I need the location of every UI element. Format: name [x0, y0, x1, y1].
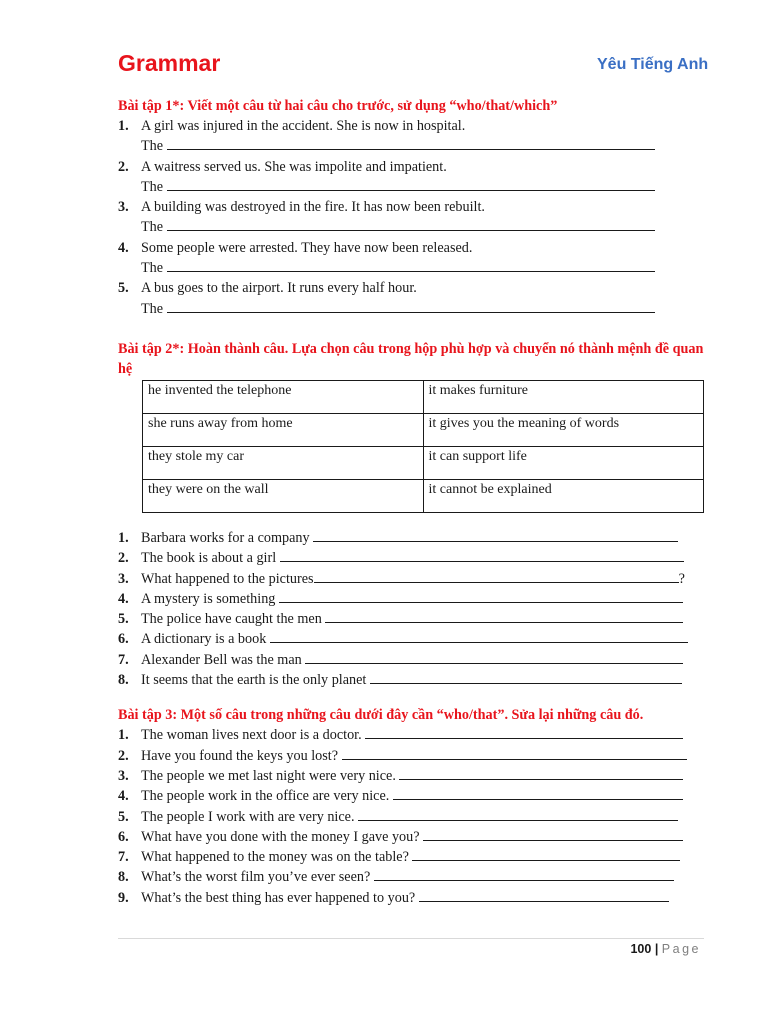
answer-blank[interactable] — [358, 807, 678, 821]
item-number: 4. — [118, 788, 129, 805]
exercise-2-item-4 — [118, 589, 708, 609]
exercise-3-title: Bài tập 3: Một số câu trong những câu dưới đây cần “who/that”. Sửa lại những câu đó. — [118, 707, 644, 724]
item-number: 1. — [118, 529, 129, 546]
exercise-1-title: Bài tập 1*: Viết một câu từ hai câu cho trước, sử dụng “who/that/which” — [118, 98, 558, 114]
item-text: What have you done with the money I gave you? — [141, 828, 420, 845]
exercise-2-item-1 — [118, 528, 708, 548]
item-number: 5. — [118, 808, 129, 825]
exercise-2-item-3 — [118, 569, 708, 589]
phrase-cell: it makes furniture — [423, 380, 704, 413]
item-number: 7. — [118, 849, 129, 866]
item-text: What happened to the pictures — [141, 570, 314, 587]
answer-blank[interactable] — [280, 548, 684, 562]
item-number: 6. — [118, 828, 129, 845]
exercise-2-item-6 — [118, 629, 708, 649]
item-text: What’s the best thing has ever happened to you? — [141, 889, 416, 906]
item-text: The people work in the office are very nice. — [141, 788, 390, 805]
item-number: 9. — [118, 889, 129, 906]
exercise-3-list — [118, 725, 708, 908]
answer-blank[interactable] — [419, 888, 669, 902]
brand-logo-text: Yêu Tiếng Anh — [597, 56, 709, 73]
phrase-cell: it can support life — [423, 446, 704, 479]
exercise-3-item-7 — [118, 847, 708, 867]
phrase-cell: they were on the wall — [143, 479, 424, 512]
item-number: 4. — [118, 239, 129, 256]
answer-blank[interactable] — [167, 299, 655, 313]
exercise-3-item-2 — [118, 746, 708, 766]
answer-blank[interactable] — [279, 589, 683, 603]
phrase-box-row — [143, 380, 704, 413]
answer-blank[interactable] — [393, 786, 683, 800]
item-number: 7. — [118, 651, 129, 668]
worksheet-content — [118, 96, 708, 908]
phrase-cell: he invented the telephone — [143, 380, 424, 413]
answer-blank[interactable] — [314, 569, 679, 583]
item-text: Have you found the keys you lost? — [141, 747, 339, 764]
item-number: 1. — [118, 727, 129, 744]
exercise-3-item-6 — [118, 827, 708, 847]
answer-prefix: The — [141, 260, 164, 277]
item-text: Barbara works for a company — [141, 529, 310, 546]
item-text: A dictionary is a book — [141, 631, 267, 648]
answer-blank[interactable] — [399, 766, 683, 780]
item-text: A building was destroyed in the fire. It has now been rebuilt. — [141, 199, 485, 216]
answer-blank[interactable] — [313, 528, 678, 542]
phrase-cell: it gives you the meaning of words — [423, 413, 704, 446]
item-number: 3. — [118, 570, 129, 587]
answer-blank[interactable] — [342, 746, 687, 760]
exercise-1-item-5 — [118, 278, 708, 319]
item-number: 1. — [118, 118, 129, 134]
item-number: 8. — [118, 672, 129, 689]
answer-prefix: The — [141, 138, 164, 155]
answer-blank[interactable] — [423, 827, 683, 841]
phrase-cell: it cannot be explained — [423, 479, 704, 512]
item-text: The people we met last night were very nice. — [141, 767, 396, 784]
exercise-1-item-2 — [118, 157, 708, 198]
exercise-2-list — [118, 528, 708, 690]
item-text: What’s the worst film you’ve ever seen? — [141, 869, 371, 886]
exercise-3-item-9 — [118, 888, 708, 908]
answer-blank[interactable] — [167, 217, 655, 231]
item-number: 3. — [118, 767, 129, 784]
exercise-2-item-5 — [118, 609, 708, 629]
answer-blank[interactable] — [167, 258, 655, 272]
phrase-box — [142, 380, 704, 513]
answer-prefix: The — [141, 178, 164, 195]
item-number: 2. — [118, 747, 129, 764]
answer-blank[interactable] — [325, 609, 683, 623]
phrase-cell: she runs away from home — [143, 413, 424, 446]
answer-prefix: The — [141, 219, 164, 236]
page-number: 100 — [630, 942, 652, 956]
phrase-cell: they stole my car — [143, 446, 424, 479]
exercise-1-item-3 — [118, 197, 708, 238]
footer-divider — [118, 938, 704, 939]
item-number: 6. — [118, 631, 129, 648]
item-text: The police have caught the men — [141, 611, 322, 628]
phrase-box-row — [143, 446, 704, 479]
answer-blank[interactable] — [167, 177, 655, 191]
exercise-2-item-8 — [118, 670, 708, 690]
answer-blank[interactable] — [370, 670, 682, 684]
item-text: It seems that the earth is the only planet — [141, 672, 367, 689]
exercise-3-item-3 — [118, 766, 708, 786]
exercise-3-item-5 — [118, 807, 708, 827]
answer-blank[interactable] — [374, 867, 674, 881]
question-mark: ? — [678, 570, 685, 587]
page-label: Page — [661, 942, 701, 956]
item-text: A girl was injured in the accident. She is now in hospital. — [141, 118, 466, 134]
exercise-3-item-8 — [118, 867, 708, 887]
item-number: 4. — [118, 590, 129, 607]
item-text: A mystery is something — [141, 590, 276, 607]
exercise-1-list — [118, 116, 708, 319]
exercise-3-item-1 — [118, 725, 708, 745]
item-text: Alexander Bell was the man — [141, 651, 302, 668]
page-footer — [630, 942, 701, 956]
exercise-2-item-2 — [118, 548, 708, 568]
phrase-box-row — [143, 479, 704, 512]
item-text: A waitress served us. She was impolite and impatient. — [141, 158, 447, 175]
phrase-box-row — [143, 413, 704, 446]
exercise-2-item-7 — [118, 650, 708, 670]
answer-blank[interactable] — [270, 629, 688, 643]
item-number: 2. — [118, 550, 129, 567]
item-text: What happened to the money was on the table? — [141, 849, 409, 866]
item-number: 5. — [118, 611, 129, 628]
exercise-1-item-1 — [118, 116, 708, 157]
footer-separator: | — [654, 942, 659, 956]
item-text: A bus goes to the airport. It runs every half hour. — [141, 280, 417, 297]
exercise-1-item-4 — [118, 238, 708, 279]
exercise-3-item-4 — [118, 786, 708, 806]
item-number: 5. — [118, 280, 129, 297]
item-number: 8. — [118, 869, 129, 886]
answer-blank[interactable] — [365, 725, 683, 739]
item-number: 2. — [118, 158, 129, 175]
item-text: The woman lives next door is a doctor. — [141, 727, 362, 744]
answer-prefix: The — [141, 300, 164, 317]
answer-blank[interactable] — [305, 650, 683, 664]
exercise-2-title: Bài tập 2*: Hoàn thành câu. Lựa chọn câu trong hộp phù hợp và chuyển nó thành mệnh đề quan hệ — [118, 340, 704, 377]
item-number: 3. — [118, 199, 129, 216]
item-text: The book is about a girl — [141, 550, 277, 567]
answer-blank[interactable] — [412, 847, 680, 861]
item-text: Some people were arrested. They have now been released. — [141, 239, 473, 256]
item-text: The people I work with are very nice. — [141, 808, 355, 825]
answer-blank[interactable] — [167, 136, 655, 150]
page-title: Grammar — [118, 50, 221, 76]
